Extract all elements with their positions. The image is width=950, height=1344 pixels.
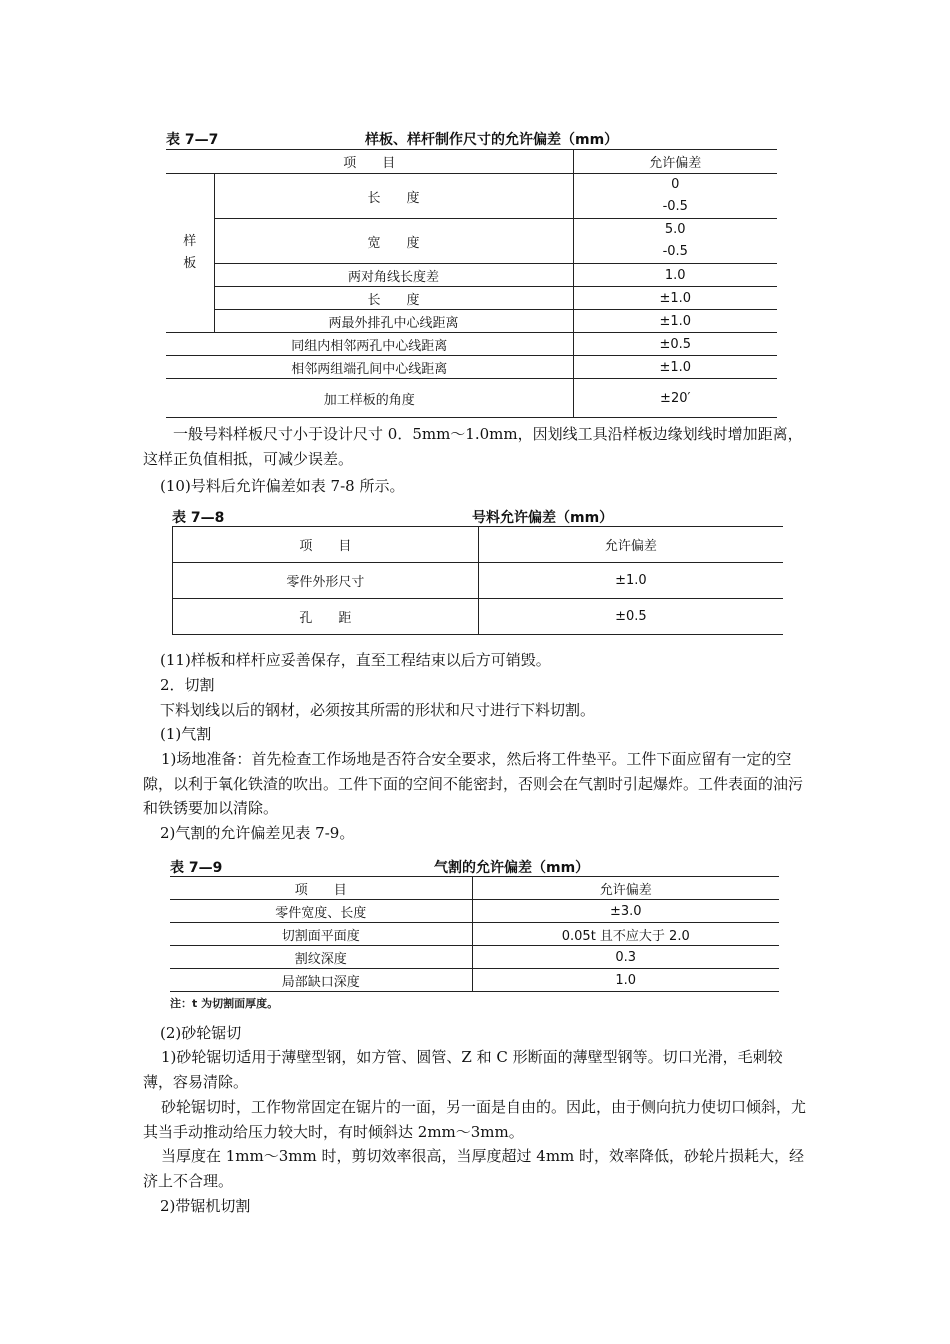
table-cell: 5.0 -0.5 <box>573 219 777 264</box>
table-7-7-header-item: 项 目 <box>166 150 573 174</box>
body-paragraph: 砂轮锯切时，工作物常固定在锯片的一面，另一面是自由的。因此，由于侧向抗力使切口倾斜，尤其当手动推动给压力较大时，有时倾斜达 2mm～3mm。 <box>143 1098 807 1141</box>
table-cell: 零件外形尺寸 <box>173 563 479 599</box>
table-7-7-title: 样板、样杆制作尺寸的允许偏差（mm） <box>365 132 619 148</box>
table-cell: 0.3 <box>472 946 779 969</box>
table-cell: 切割面平面度 <box>170 923 472 946</box>
table-cell: 长 度 <box>214 287 573 310</box>
table-cell: ±0.5 <box>478 599 783 635</box>
table-cell: 同组内相邻两孔中心线距离 <box>166 333 573 356</box>
table-cell: 1.0 <box>573 264 777 287</box>
table-7-9-header-tol: 允许偏差 <box>472 877 779 900</box>
table-cell: ±20′ <box>573 379 777 418</box>
body-paragraph: 1)场地准备：首先检查工作场地是否符合安全要求，然后将工件垫平。工件下面应留有一定的空隙，以利于氧化铁渣的吹出。工件下面的空间不能密封，否则会在气割时引起爆炸。工件表面的油污和铁锈要加以清除。 <box>143 750 804 817</box>
table-7-9-header-item: 项 目 <box>170 877 472 900</box>
table-cell: ±1.0 <box>573 310 777 333</box>
body-paragraph: (10)号料后允许偏差如表 7-8 所示。 <box>160 477 405 495</box>
body-paragraph: 2)气割的允许偏差见表 7-9。 <box>160 824 355 842</box>
table-cell: 两对角线长度差 <box>214 264 573 287</box>
table-cell: 加工样板的角度 <box>166 379 573 418</box>
table-cell: 1.0 <box>472 969 779 992</box>
table-7-8-header-tol: 允许偏差 <box>478 527 783 563</box>
table-7-8-title: 号料允许偏差（mm） <box>472 510 614 526</box>
table-cell: ±0.5 <box>573 333 777 356</box>
table-7-9-label: 表 7—9 <box>170 860 223 876</box>
table-cell: ±1.0 <box>573 356 777 379</box>
table-cell: 孔 距 <box>173 599 479 635</box>
table-cell: 宽 度 <box>214 219 573 264</box>
table-cell: 割纹深度 <box>170 946 472 969</box>
body-paragraph: 一般号料样板尺寸小于设计尺寸 0．5mm～1.0mm，因划线工具沿样板边缘划线时增加距离，这样正负值相抵，可减少误差。 <box>143 425 803 468</box>
table-cell: 零件宽度、长度 <box>170 900 472 923</box>
table-cell: ±1.0 <box>478 563 783 599</box>
section-heading: 2．切割 <box>160 676 215 694</box>
table-7-8 <box>172 526 783 635</box>
table-cell: 局部缺口深度 <box>170 969 472 992</box>
table-7-7 <box>166 149 777 418</box>
table-7-8-header-item: 项 目 <box>173 527 479 563</box>
table-7-8-label: 表 7—8 <box>172 510 225 526</box>
table-cell: 长 度 <box>214 174 573 219</box>
body-paragraph: 1)砂轮锯切适用于薄壁型钢，如方管、圆管、Z 和 C 形断面的薄壁型钢等。切口光滑，毛刺较薄，容易清除。 <box>143 1048 783 1091</box>
section-heading: 2)带锯机切割 <box>160 1197 251 1215</box>
table-cell: 0 -0.5 <box>573 174 777 219</box>
table-7-9-note: 注：t 为切割面厚度。 <box>170 997 279 1010</box>
table-cell: 相邻两组端孔间中心线距离 <box>166 356 573 379</box>
table-7-7-header-tol: 允许偏差 <box>573 150 777 174</box>
table-cell: 两最外排孔中心线距离 <box>214 310 573 333</box>
table-cell: 0.05t 且不应大于 2.0 <box>472 923 779 946</box>
table-7-9-title: 气割的允许偏差（mm） <box>434 860 590 876</box>
table-7-7-label: 表 7—7 <box>166 132 219 148</box>
table-cell: ±3.0 <box>472 900 779 923</box>
section-heading: (1)气割 <box>160 725 212 743</box>
body-paragraph: 当厚度在 1mm～3mm 时，剪切效率很高，当厚度超过 4mm 时，效率降低，砂轮片损耗大，经济上不合理。 <box>143 1147 805 1190</box>
table-7-7-group-label: 样板 <box>166 174 214 333</box>
table-cell: ±1.0 <box>573 287 777 310</box>
table-7-9 <box>170 876 779 992</box>
body-paragraph: (11)样板和样杆应妥善保存，直至工程结束以后方可销毁。 <box>160 651 551 669</box>
section-heading: (2)砂轮锯切 <box>160 1024 242 1042</box>
body-paragraph: 下料划线以后的钢材，必须按其所需的形状和尺寸进行下料切割。 <box>160 701 596 719</box>
